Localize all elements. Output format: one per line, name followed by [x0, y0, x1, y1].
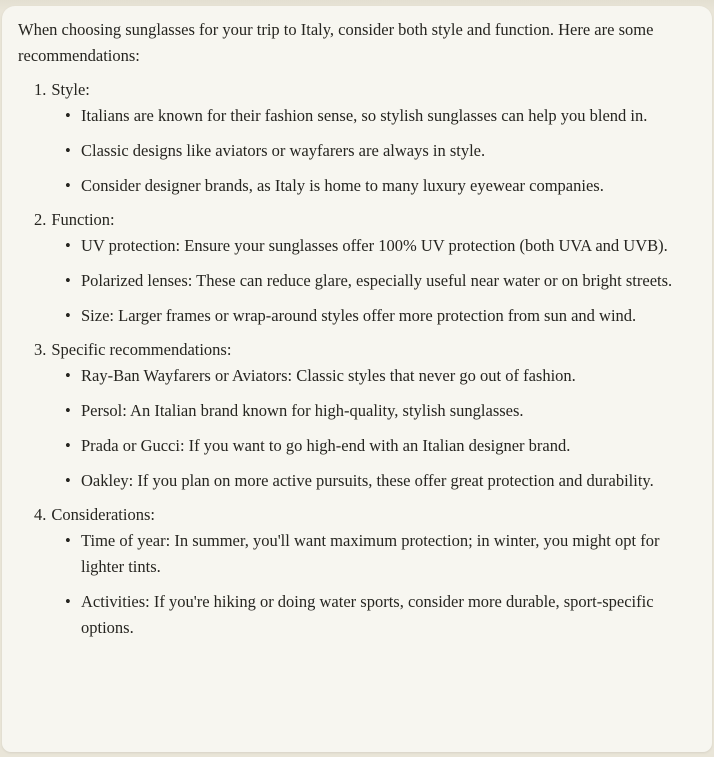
- section-number: 2.: [34, 210, 47, 229]
- list-item: • Oakley: If you plan on more active pursuits, these offer great protection and durability.: [18, 468, 682, 494]
- section-heading: [18, 77, 696, 102]
- section-title-text: Function:: [51, 210, 115, 229]
- section-heading: [18, 502, 696, 527]
- section-heading: [18, 337, 696, 362]
- section-number: 1.: [34, 80, 47, 99]
- list-item: • Size: Larger frames or wrap-around styles offer more protection from sun and wind.: [18, 303, 682, 329]
- section-number: 3.: [34, 340, 47, 359]
- section-style: [18, 77, 696, 199]
- list-item: • Classic designs like aviators or wayfarers are always in style.: [18, 138, 682, 164]
- section-specific-recommendations: [18, 337, 696, 494]
- section-number: 4.: [34, 505, 47, 524]
- assistant-message-card: [2, 6, 712, 752]
- bullet-list: [18, 363, 696, 494]
- list-item: • Polarized lenses: These can reduce glare, especially useful near water or on bright streets.: [18, 268, 682, 294]
- section-function: [18, 207, 696, 329]
- bullet-list: [18, 528, 696, 641]
- section-title-text: Considerations:: [51, 505, 155, 524]
- section-heading: [18, 207, 696, 232]
- list-item: • Prada or Gucci: If you want to go high-end with an Italian designer brand.: [18, 433, 682, 459]
- list-item: • Ray-Ban Wayfarers or Aviators: Classic styles that never go out of fashion.: [18, 363, 682, 389]
- list-item: • Consider designer brands, as Italy is home to many luxury eyewear companies.: [18, 173, 682, 199]
- list-item: • Italians are known for their fashion sense, so stylish sunglasses can help you blend in.: [18, 103, 682, 129]
- intro-paragraph: When choosing sunglasses for your trip to Italy, consider both style and function. Here are some recommendations:: [18, 20, 654, 65]
- section-title-text: Style:: [51, 80, 90, 99]
- section-considerations: [18, 502, 696, 641]
- assistant-message-body: [2, 6, 712, 651]
- list-item: • Activities: If you're hiking or doing water sports, consider more durable, sport-specific options.: [18, 589, 682, 641]
- bullet-list: [18, 233, 696, 329]
- section-title-text: Specific recommendations:: [51, 340, 232, 359]
- list-item: • Time of year: In summer, you'll want maximum protection; in winter, you might opt for lighter tints.: [18, 528, 682, 580]
- list-item: • UV protection: Ensure your sunglasses offer 100% UV protection (both UVA and UVB).: [18, 233, 682, 259]
- bullet-list: [18, 103, 696, 199]
- list-item: • Persol: An Italian brand known for high-quality, stylish sunglasses.: [18, 398, 682, 424]
